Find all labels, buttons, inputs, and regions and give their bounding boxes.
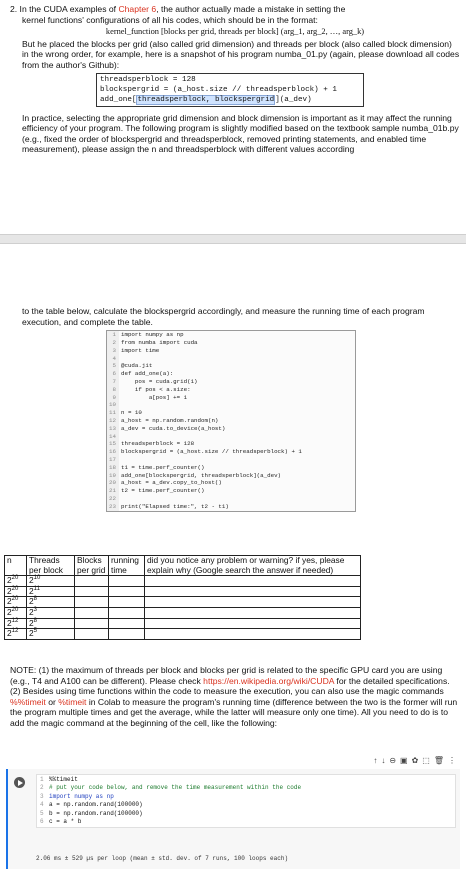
note-section [10,665,460,731]
line-number: 6 [40,818,44,826]
line-code: def add_one(a): [121,370,174,378]
line-number: 5 [40,809,44,817]
mirror-icon[interactable]: ⬚ [422,756,430,765]
line-code: import time [121,346,160,354]
line-code: b = np.random.rand(100000) [49,809,143,817]
task-section [10,306,460,515]
line-code: if pos < a.size: [121,385,191,393]
listing-line [107,503,355,511]
line-code: # put your code below, and remove the time measurement within the code [49,784,302,792]
listing-line [107,362,355,370]
listing-line [107,339,355,347]
move-down-icon[interactable]: ↓ [381,756,386,765]
cell-blocks[interactable] [75,597,109,608]
line-number: 2 [40,784,44,792]
header-time: running time [109,556,145,576]
line-number: 4 [40,801,44,809]
header-blocks: Blocks per grid [75,556,109,576]
timeit-cell-command: %%timeit [10,696,46,707]
cell-code-line [40,776,452,784]
run-cell-icon[interactable] [14,777,25,788]
colab-cell-screenshot [6,756,460,874]
line-code: %%timeit [49,776,78,783]
line-code: t2 = time.perf_counter() [121,487,205,495]
line-number: 19 [107,472,119,480]
cell-blocks[interactable] [75,576,109,587]
table-row [5,576,361,587]
table-header-row [5,556,361,576]
cell-time[interactable] [109,618,145,629]
line-code: print("Elapsed time:", t2 - t1) [121,502,229,510]
header-threads: Threads per block [27,556,75,576]
cell-code-line [40,793,452,801]
table-row [5,586,361,597]
line-code: threadsperblock = 128 [121,440,195,448]
cell-threads: $2^{10}$ [27,576,75,587]
listing-line [107,347,355,355]
line-number: 5 [107,362,119,370]
line-number: 2 [107,339,119,347]
results-table [4,555,361,640]
snippet-line: blockspergrid = (a_host.size // threadsperblock) + 1 [100,85,337,94]
line-code: import numpy as np [121,331,184,339]
cell-code-line [40,810,452,818]
paragraph-3: In practice, selecting the appropriate grid dimension and block dimension is important as it may affect the running efficiency of your program. The following program is slightly modified based on the textbook sample numba_01b.py (e.g., fixed the order of blockspergrid and threadsperblock, removed printing statements, and enabled time measurement), please assign the n and threadsperblock with different values according [22,112,459,155]
line-number: 4 [107,355,119,363]
line-number: 6 [107,370,119,378]
listing-line [107,456,355,464]
line-code [119,456,121,464]
listing-line [107,355,355,363]
delete-icon[interactable]: 🗑 [433,756,444,765]
line-number: 1 [107,331,119,339]
cell-toolbar [373,756,456,768]
cell-problem[interactable] [145,597,361,608]
wikipedia-link[interactable]: https://en.wikipedia.org/wiki/CUDA [203,675,335,686]
line-code [119,433,121,441]
question-intro [10,4,460,157]
line-code: pos = cuda.grid(1) [121,377,198,385]
paragraph-4: to the table below, calculate the blockspergrid accordingly, and measure the running time of each program execution, and complete the table. [22,306,425,327]
listing-line [107,401,355,409]
cell-code-editor[interactable] [36,774,456,828]
line-code: a_host = np.random.random(n) [121,416,219,424]
code-listing [106,330,356,511]
line-number: 23 [107,503,119,511]
line-number: 18 [107,464,119,472]
cell-n: $2^{12}$ [5,618,27,629]
note-text: NOTE: (1) the maximum of threads per block and blocks per grid is related to the specific GPU card you are using (e.g., T4 and A100 can be different). Please check [10,665,443,686]
comment-icon[interactable]: ▣ [400,756,408,765]
table-row [5,618,361,629]
line-number: 7 [107,378,119,386]
cell-n: $2^{20}$ [5,607,27,618]
link-icon[interactable]: ⊖ [389,756,397,765]
cell-problem[interactable] [145,629,361,640]
note-text: or [45,696,59,707]
listing-line [107,370,355,378]
cell-blocks[interactable] [75,618,109,629]
note-text: in Colab to measure the program's running time (difference between the two is the former will run the program multiple times and get the average, while the latter will measure only one time). All you need to do is to add the magic command at the beginning of the cell, like the following: [10,696,458,728]
listing-line [107,479,355,487]
cell-code-line [40,784,452,792]
line-code: n = 10 [121,409,142,417]
line-number: 13 [107,425,119,433]
cell-time[interactable] [109,597,145,608]
line-number: 14 [107,433,119,441]
line-code: a_host = a_dev.copy_to_host() [121,479,222,487]
line-code: a[pos] += 1 [121,393,188,401]
line-code: t1 = time.perf_counter() [121,463,205,471]
page-divider [0,234,466,244]
line-code [119,495,121,503]
line-number: 8 [107,386,119,394]
chapter-link[interactable]: Chapter 6 [118,4,157,14]
cell-n: $2^{20}$ [5,586,27,597]
line-code: a_dev = cuda.to_device(a_host) [121,424,226,432]
code-snippet [96,73,364,107]
cell-threads: $2^5$ [27,629,75,640]
format-line: kernel_function [blocks per grid, threads per block] (arg_1, arg_2, …, arg_k) [105,27,365,37]
table-row [5,607,361,618]
cell-problem[interactable] [145,586,361,597]
line-code: @cuda.jit [121,362,153,370]
line-code [119,355,121,363]
line-number: 10 [107,401,119,409]
listing-line [107,448,355,456]
timeit-line-command: %timeit [58,696,87,707]
listing-line [107,487,355,495]
line-code [119,401,121,409]
cell-code-line [40,818,452,826]
line-number: 15 [107,440,119,448]
cell-time[interactable] [109,607,145,618]
cell-n: $2^{12}$ [5,629,27,640]
cell-threads: $2^3$ [27,607,75,618]
line-code: from numba import cuda [121,338,198,346]
line-number: 9 [107,394,119,402]
listing-line [107,472,355,480]
cell-time[interactable] [109,586,145,597]
intro-line2: kernel functions' configurations of all his codes, which should be in the format: [22,14,318,25]
line-code: a = np.random.rand(100000) [49,801,143,809]
line-number: 17 [107,456,119,464]
settings-icon[interactable]: ✿ [411,756,419,765]
cell-problem[interactable] [145,576,361,587]
highlighted-config: threadsperblock, blockspergrid [137,95,275,104]
cell-blocks[interactable] [75,607,109,618]
listing-line [107,440,355,448]
listing-line [107,417,355,425]
cell-code-line [40,801,452,809]
cell-blocks[interactable] [75,629,109,640]
listing-line [107,394,355,402]
intro-text-rest: , the author actually made a mistake in setting the [156,4,346,14]
line-number: 3 [107,347,119,355]
note-text: for the detailed specifications. (2) Besides using time functions within the code to measure the execution, you can also use the magic commands [10,675,450,697]
cell-blocks[interactable] [75,586,109,597]
listing-line [107,495,355,503]
header-problem: did you notice any problem or warning? if yes, please explain why (Google search the answer if needed) [145,556,361,576]
listing-line [107,378,355,386]
line-number: 21 [107,487,119,495]
table-row [5,629,361,640]
cell-threads: $2^8$ [27,618,75,629]
listing-line [107,331,355,339]
cell-time[interactable] [109,629,145,640]
code-cell [6,769,460,869]
snippet-line: threadsperblock = 128 [100,75,196,84]
line-number: 22 [107,495,119,503]
listing-line [107,425,355,433]
line-number: 3 [40,792,44,800]
line-number: 11 [107,409,119,417]
more-icon[interactable]: ⋮ [448,756,456,765]
cell-threads: $2^{11}$ [27,586,75,597]
cell-n: $2^{20}$ [5,576,27,587]
line-number: 12 [107,417,119,425]
listing-line [107,433,355,441]
intro-text: 2. In the CUDA examples of [10,4,119,14]
listing-line [107,386,355,394]
cell-n: $2^{20}$ [5,597,27,608]
line-number: 1 [40,776,44,783]
line-code: import numpy as np [49,792,114,800]
header-n: n [5,556,27,576]
intro-paragraph-2: But he placed the blocks per grid (also called grid dimension) and threads per block (also called block dimension) in the wrong order, for example, here is a snapshot of his program numba_01.py (again, please download all codes from the author's Github): [22,38,460,70]
listing-line [107,409,355,417]
listing-line [107,464,355,472]
table-row [5,597,361,608]
line-code: blockspergrid = (a_host.size // threadsperblock) + 1 [121,448,302,456]
move-up-icon[interactable]: ↑ [373,756,378,765]
cell-problem[interactable] [145,618,361,629]
cell-threads: $2^8$ [27,597,75,608]
line-number: 20 [107,479,119,487]
snippet-line: add_one[threadsperblock, blockspergrid](a_dev) [100,95,312,104]
line-number: 16 [107,448,119,456]
cell-time[interactable] [109,576,145,587]
line-code: add_one[blockspergrid, threadsperblock](a_dev) [121,471,282,479]
note-paragraph [10,665,460,729]
cell-output: 2.06 ms ± 529 µs per loop (mean ± std. dev. of 7 runs, 100 loops each) [36,855,289,862]
cell-problem[interactable] [145,607,361,618]
line-code: c = a * b [49,818,82,826]
